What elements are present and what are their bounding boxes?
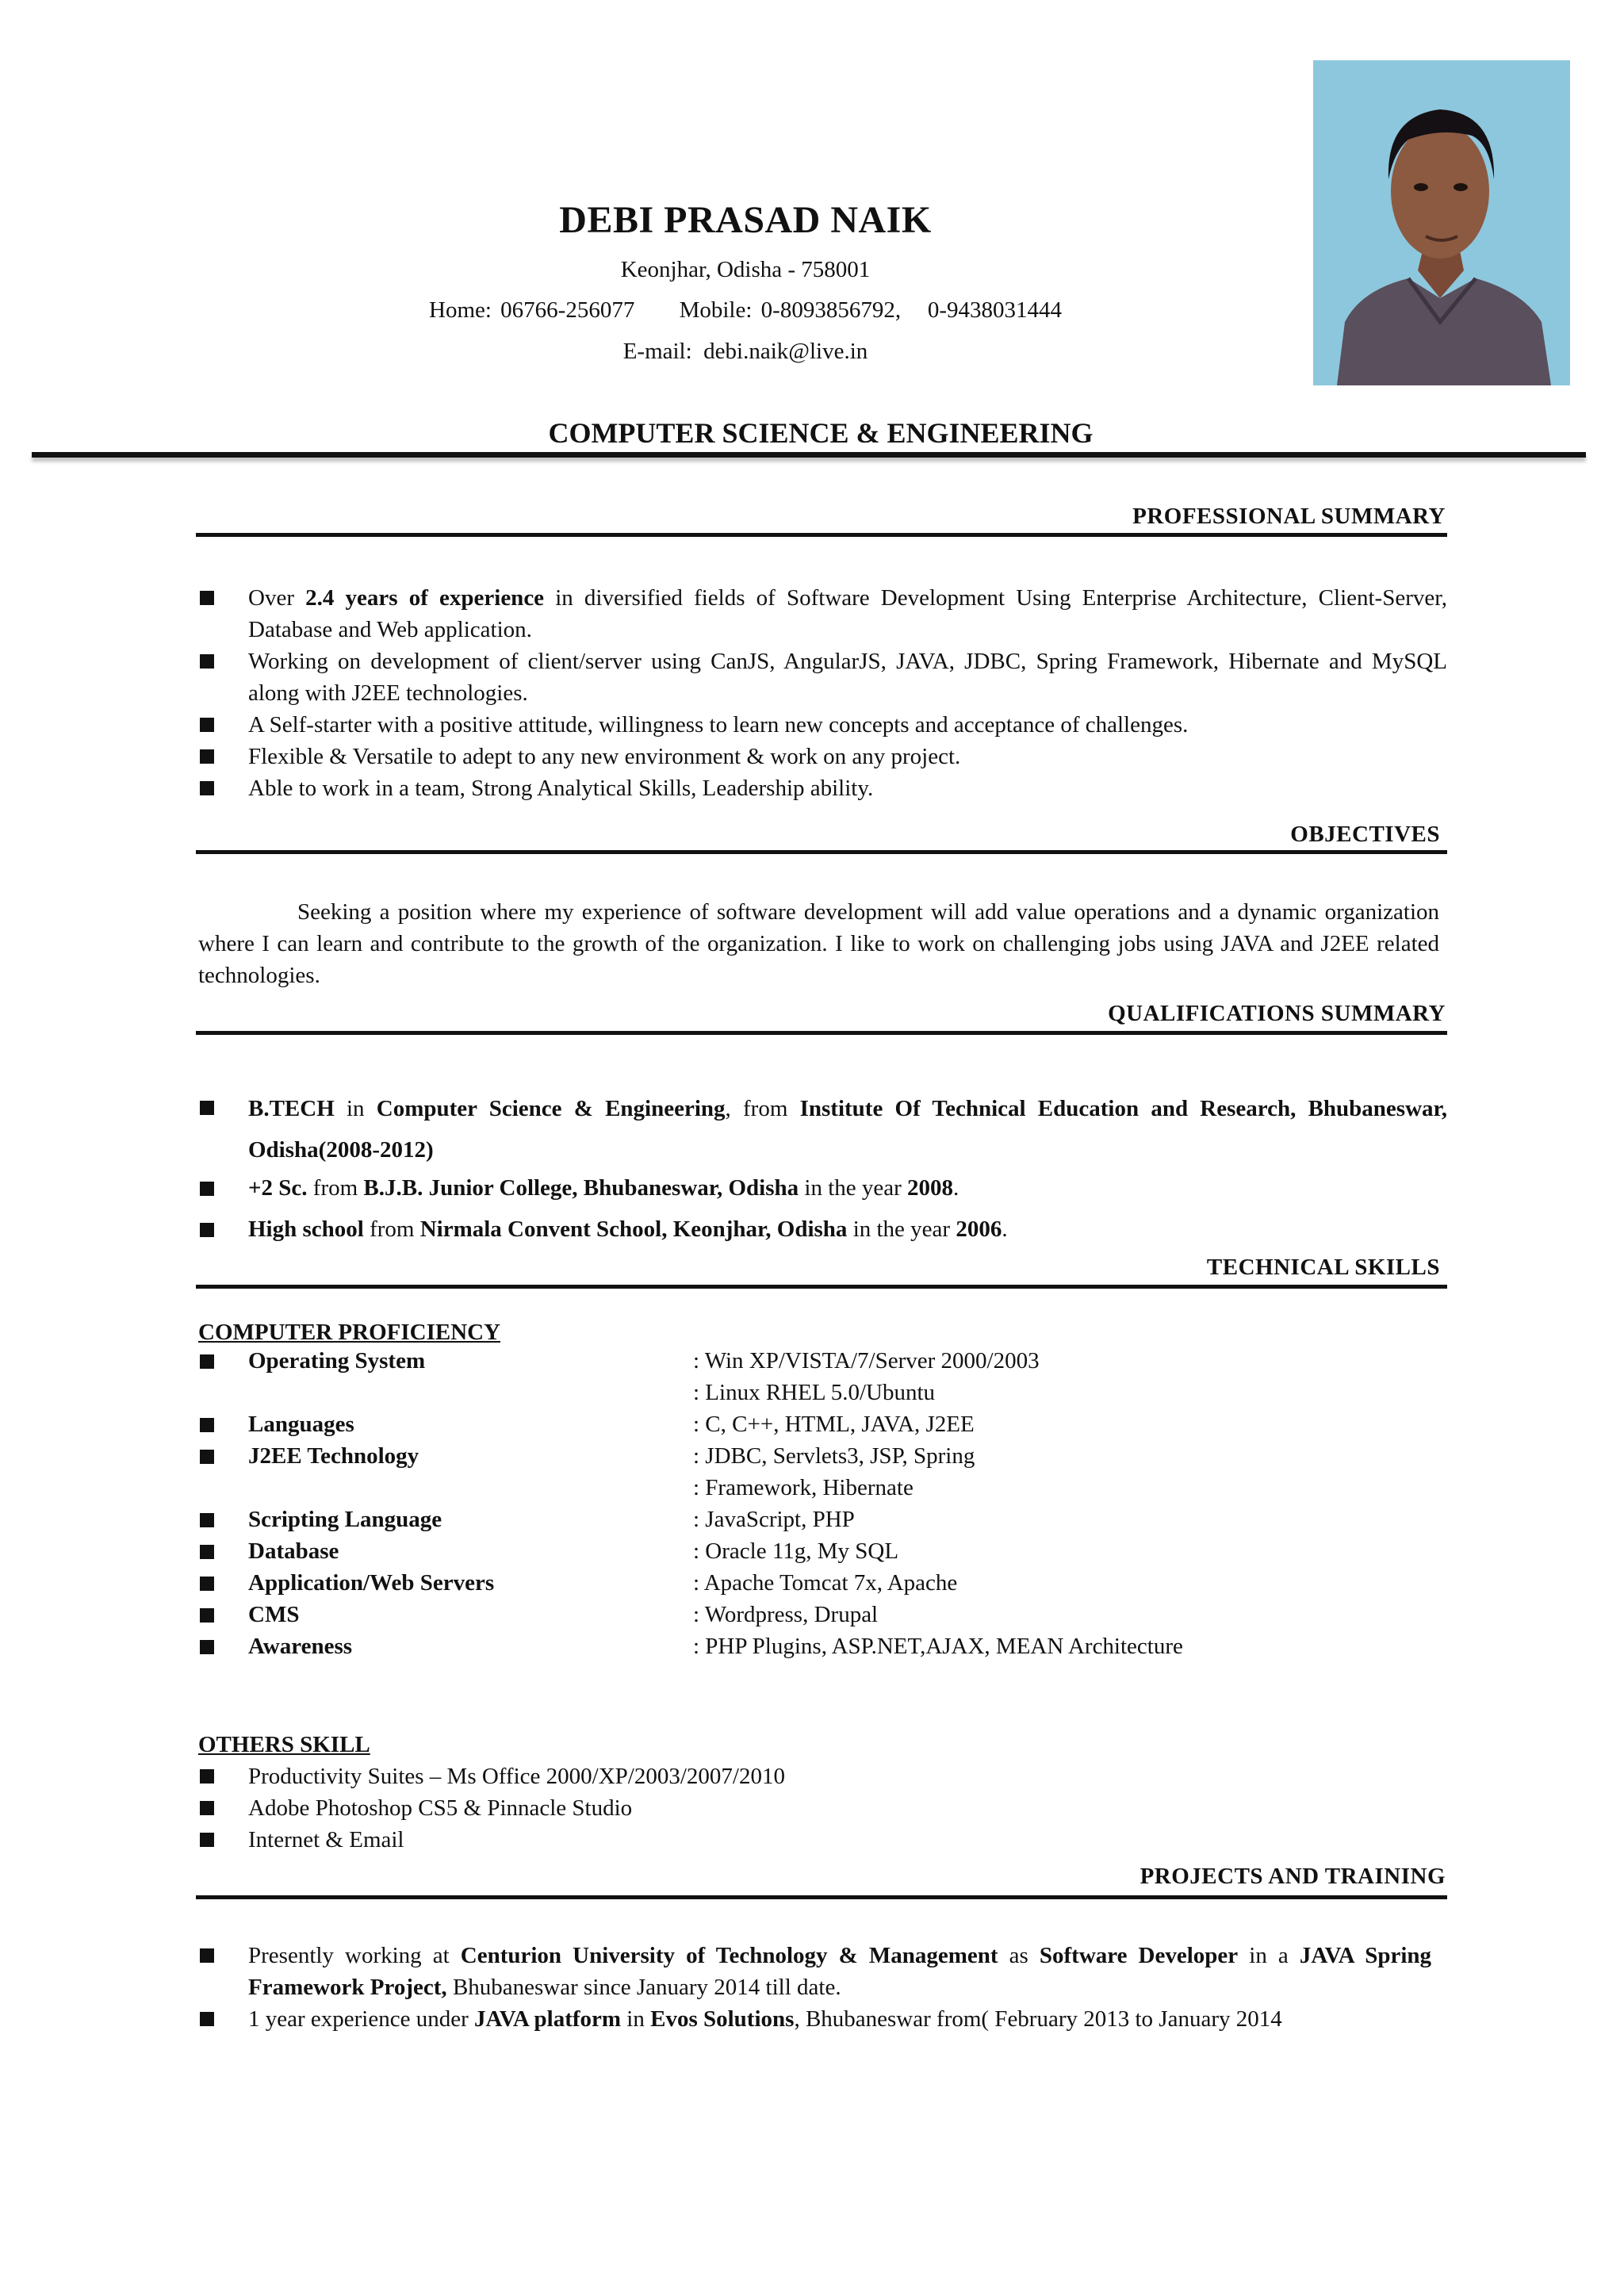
section-title-technical-skills: TECHNICAL SKILLS — [1206, 1255, 1440, 1280]
bullet-icon — [200, 1354, 214, 1369]
section-rule — [196, 850, 1447, 854]
other-skill-item: Adobe Photoshop CS5 & Pinnacle Studio — [248, 1795, 633, 1821]
skill-value: : Oracle 11g, My SQL — [693, 1538, 899, 1564]
other-skill-item: Internet & Email — [248, 1827, 404, 1852]
other-skill-item: Productivity Suites – Ms Office 2000/XP/2003/2007/2010 — [248, 1764, 785, 1789]
bullet-icon — [200, 1577, 214, 1591]
bullet-icon — [200, 1833, 214, 1847]
skill-label: Application/Web Servers — [248, 1570, 495, 1596]
skill-label: Operating System — [248, 1348, 426, 1374]
bullet-icon — [200, 654, 214, 669]
address: Keonjhar, Odisha - 758001 — [620, 257, 871, 282]
qualification-text: in the year — [799, 1175, 908, 1201]
skill-value: : Apache Tomcat 7x, Apache — [693, 1570, 958, 1596]
qualification-field: Computer Science & Engineering — [376, 1096, 726, 1121]
qualification-text: in the year — [847, 1216, 956, 1242]
employer: Centurion University of Technology & Management — [460, 1943, 998, 1968]
section-rule — [196, 1895, 1447, 1899]
degree: B.TECH — [248, 1096, 335, 1121]
phone-numbers: Home: 06766-256077 Mobile: 0-8093856792, 0-9438031444 — [429, 297, 1062, 323]
year: 2006 — [956, 1216, 1002, 1242]
skill-value: : JavaScript, PHP — [693, 1507, 855, 1532]
summary-item: A Self-starter with a positive attitude, willingness to learn new concepts and acceptance of challenges. — [248, 712, 1189, 738]
institution: Nirmala Convent School, Keonjhar, Odisha — [419, 1216, 848, 1242]
project-item — [248, 2003, 1431, 2035]
candidate-name: DEBI PRASAD NAIK — [559, 199, 932, 241]
summary-highlight: 2.4 years of experience — [305, 585, 545, 611]
skill-label: J2EE Technology — [248, 1443, 419, 1469]
bullet-icon — [200, 1182, 214, 1196]
skill-value: : Win XP/VISTA/7/Server 2000/2003 — [693, 1348, 1040, 1374]
skill-value: : Framework, Hibernate — [693, 1475, 914, 1500]
qualification-item — [248, 1088, 1447, 1170]
employer: Evos Solutions — [650, 2006, 795, 2032]
section-title-qualifications: QUALIFICATIONS SUMMARY — [1108, 1001, 1446, 1026]
objectives-text: Seeking a position where my experience of software development will add value operations and a dynamic organization where I can learn and contribute to the growth of the organization. I like to work on challenging jobs using JAVA and J2EE related technologies. — [198, 899, 1439, 988]
qualification-text: . — [953, 1175, 959, 1201]
project-text: as — [998, 1943, 1040, 1968]
institution: B.J.B. Junior College, Bhubaneswar, Odisha — [363, 1175, 799, 1201]
email: E-mail: debi.naik@live.in — [622, 339, 868, 364]
bullet-icon — [200, 1223, 214, 1237]
section-rule — [196, 1031, 1447, 1035]
qualification-text: , from — [725, 1096, 800, 1121]
qualification-text: from — [363, 1216, 420, 1242]
bullet-icon — [200, 781, 214, 795]
project-name: JAVA Spring Framework Project, — [248, 1943, 1432, 2000]
project-text: 1 year experience under — [248, 2006, 475, 2032]
degree: +2 Sc. — [248, 1175, 308, 1201]
bullet-icon — [200, 749, 214, 764]
bullet-icon — [200, 1513, 214, 1527]
skill-label: Scripting Language — [248, 1507, 442, 1532]
section-rule — [196, 1285, 1447, 1289]
section-title-projects: PROJECTS AND TRAINING — [1139, 1864, 1446, 1889]
bullet-icon — [200, 1948, 214, 1963]
others-skill-title: OTHERS SKILL — [198, 1732, 370, 1757]
bullet-icon — [200, 718, 214, 732]
summary-item — [248, 582, 1447, 646]
qualification-text: from — [307, 1175, 364, 1201]
platform: JAVA platform — [474, 2006, 622, 2032]
bullet-icon — [200, 1640, 214, 1654]
bullet-icon — [200, 1769, 214, 1784]
year: 2008 — [907, 1175, 954, 1201]
skill-value: : Linux RHEL 5.0/Ubuntu — [693, 1380, 936, 1405]
skill-value: : PHP Plugins, ASP.NET,AJAX, MEAN Architecture — [693, 1634, 1183, 1659]
project-text: Presently working at — [248, 1943, 461, 1968]
section-title-objectives: OBJECTIVES — [1290, 822, 1440, 847]
degree: High school — [248, 1216, 364, 1242]
job-role: Software Developer — [1039, 1943, 1239, 1968]
bullet-icon — [200, 2012, 214, 2026]
summary-item: Able to work in a team, Strong Analytical Skills, Leadership ability. — [248, 776, 874, 801]
bullet-icon — [200, 1450, 214, 1464]
project-text: in a — [1238, 1943, 1300, 1968]
summary-item: Working on development of client/server using CanJS, AngularJS, JAVA, JDBC, Spring Framework, Hibernate and MySQL along with J2EE technologies. — [248, 649, 1447, 706]
branch-title: COMPUTER SCIENCE & ENGINEERING — [548, 417, 1094, 449]
project-text: , Bhubaneswar from( February 2013 to January 2014 — [794, 2006, 1282, 2032]
section-rule — [196, 533, 1447, 537]
project-item — [248, 1940, 1431, 2003]
qualification-text: . — [1002, 1216, 1008, 1242]
bullet-icon — [200, 591, 214, 605]
bullet-icon — [200, 1801, 214, 1815]
bullet-icon — [200, 1608, 214, 1623]
qualification-item — [248, 1213, 1447, 1245]
skill-value: : JDBC, Servlets3, JSP, Spring — [693, 1443, 975, 1469]
skill-label: Database — [248, 1538, 339, 1564]
institution: Institute Of Technical Education and Research, Bhubaneswar, Odisha(2008-2012) — [248, 1096, 1447, 1163]
summary-text: Over — [248, 585, 306, 611]
header-divider — [32, 452, 1586, 458]
skill-label: Awareness — [248, 1634, 353, 1659]
skill-value: : C, C++, HTML, JAVA, J2EE — [693, 1412, 975, 1437]
computer-proficiency-title: COMPUTER PROFICIENCY — [198, 1320, 501, 1345]
section-title-professional-summary: PROFESSIONAL SUMMARY — [1132, 504, 1446, 529]
qualification-item — [248, 1172, 1447, 1204]
bullet-icon — [200, 1545, 214, 1559]
summary-item: Flexible & Versatile to adept to any new environment & work on any project. — [248, 744, 961, 769]
bullet-icon — [200, 1418, 214, 1432]
skill-label: Languages — [248, 1412, 354, 1437]
profile-photo — [1313, 60, 1570, 385]
skill-value: : Wordpress, Drupal — [693, 1602, 879, 1627]
skill-label: CMS — [248, 1602, 300, 1627]
project-text: in — [621, 2006, 651, 2032]
bullet-icon — [200, 1101, 214, 1115]
project-text: Bhubaneswar since January 2014 till date. — [446, 1975, 841, 2000]
qualification-text: in — [334, 1096, 377, 1121]
summary-text: in diversified fields of Software Development Using Enterprise Architecture, Client-Server, Database and Web application. — [248, 585, 1447, 642]
